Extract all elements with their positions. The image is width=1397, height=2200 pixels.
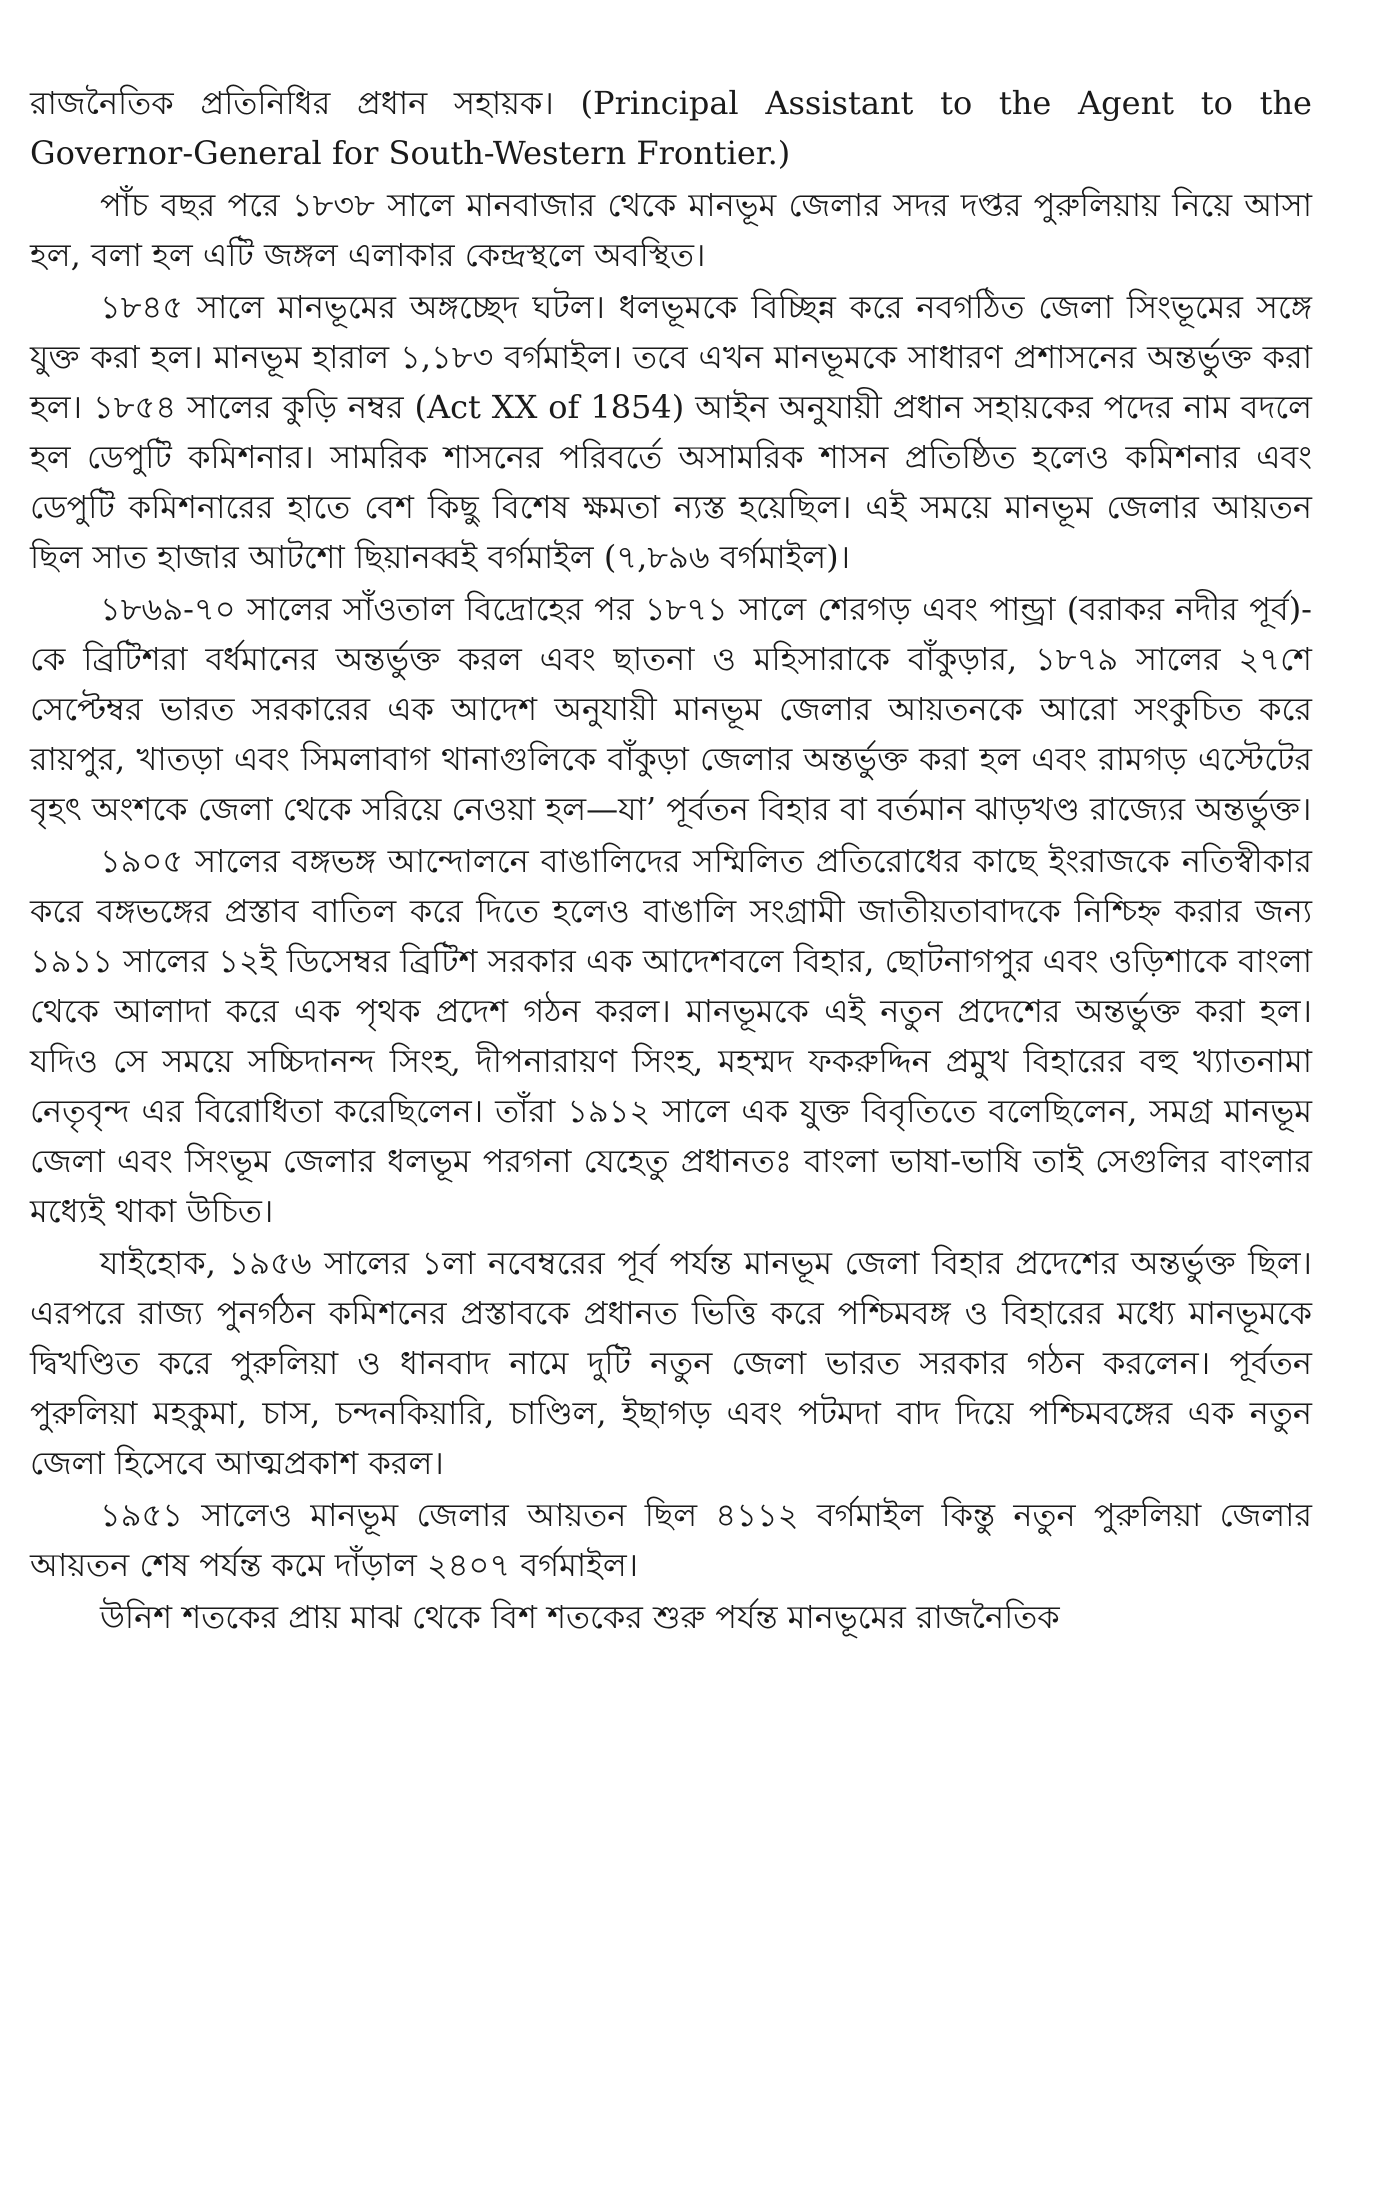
paragraph-6: যাইহোক, ১৯৫৬ সালের ১লা নবেম্বরের পূর্ব পর্যন্ত মানভূম জেলা বিহার প্রদেশের অন্তর্ভুক্ত ছিল। এরপরে রাজ্য পুনর্গঠন কমিশনের প্রস্তাবকে প্রধানত ভিত্তি করে পশ্চিমবঙ্গ ও বিহারের মধ্যে মানভূমকে দ্বিখণ্ডিত করে পুরুলিয়া ও ধানবাদ নামে দুটি নতুন জেলা ভারত সরকার গঠন করলেন। পূর্বতন পুরুলিয়া মহকুমা, চাস, চন্দনকিয়ারি, চাণ্ডিল, ইছাগড় এবং পটমদা বাদ দিয়ে পশ্চিমবঙ্গের এক নতুন জেলা হিসেবে আত্মপ্রকাশ করল। bbox=[30, 1244, 1312, 1482]
paragraph-5: ১৯০৫ সালের বঙ্গভঙ্গ আন্দোলনে বাঙালিদের সম্মিলিত প্রতিরোধের কাছে ইংরাজকে নতিস্বীকার করে বঙ্গভঙ্গের প্রস্তাব বাতিল করে দিতে হলেও বাঙালি সংগ্রামী জাতীয়তাবাদকে নিশ্চিহ্ন করার জন্য ১৯১১ সালের ১২ই ডিসেম্বর ব্রিটিশ সরকার এক আদেশবলে বিহার, ছোটনাগপুর এবং ওড়িশাকে বাংলা থেকে আলাদা করে এক পৃথক প্রদেশ গঠন করল। মানভূমকে এই নতুন প্রদেশের অন্তর্ভুক্ত করা হল। যদিও সে সময়ে সচ্চিদানন্দ সিংহ, দীপনারায়ণ সিংহ, মহম্মদ ফকরুদ্দিন প্রমুখ বিহারের বহু খ্যাতনামা নেতৃবৃন্দ এর বিরোধিতা করেছিলেন। তাঁরা ১৯১২ সালে এক যুক্ত বিবৃতিতে বলেছিলেন, সমগ্র মানভূম জেলা এবং সিংভূম জেলার ধলভূম পরগনা যেহেতু প্রধানতঃ বাংলা ভাষা-ভাষি তাই সেগুলির বাংলার মধ্যেই থাকা উচিত। bbox=[30, 842, 1312, 1230]
paragraph-8: উনিশ শতকের প্রায় মাঝ থেকে বিশ শতকের শুরু পর্যন্ত মানভূমের রাজনৈতিক bbox=[100, 1598, 1060, 1636]
paragraph-2: পাঁচ বছর পরে ১৮৩৮ সালে মানবাজার থেকে মানভূম জেলার সদর দপ্তর পুরুলিয়ায় নিয়ে আসা হল, বলা হল এটি জঙ্গল এলাকার কেন্দ্রস্থলে অবস্থিত। bbox=[30, 186, 1312, 274]
paragraph-1: রাজনৈতিক প্রতিনিধির প্রধান সহায়ক। (Principal Assistant to the Agent to the Governor-General for South-Western Frontier.) bbox=[30, 84, 1312, 172]
paragraph-7: ১৯৫১ সালেও মানভূম জেলার আয়তন ছিল ৪১১২ বর্গমাইল কিন্তু নতুন পুরুলিয়া জেলার আয়তন শেষ পর্যন্ত কমে দাঁড়াল ২৪০৭ বর্গমাইল। bbox=[30, 1496, 1312, 1584]
document-body bbox=[30, 78, 1312, 1644]
paragraph-3: ১৮৪৫ সালে মানভূমের অঙ্গচ্ছেদ ঘটল। ধলভূমকে বিচ্ছিন্ন করে নবগঠিত জেলা সিংভূমের সঙ্গে যুক্ত করা হল। মানভূম হারাল ১,১৮৩ বর্গমাইল। তবে এখন মানভূমকে সাধারণ প্রশাসনের অন্তর্ভুক্ত করা হল। ১৮৫৪ সালের কুড়ি নম্বর (Act XX of 1854) আইন অনুযায়ী প্রধান সহায়কের পদের নাম বদলে হল ডেপুটি কমিশনার। সামরিক শাসনের পরিবর্তে অসামরিক শাসন প্রতিষ্ঠিত হলেও কমিশনার এবং ডেপুটি কমিশনারের হাতে বেশ কিছু বিশেষ ক্ষমতা ন্যস্ত হয়েছিল। এই সময়ে মানভূম জেলার আয়তন ছিল সাত হাজার আটশো ছিয়ানব্বই বর্গমাইল (৭,৮৯৬ বর্গমাইল)। bbox=[30, 288, 1312, 576]
paragraph-4: ১৮৬৯-৭০ সালের সাঁওতাল বিদ্রোহের পর ১৮৭১ সালে শেরগড় এবং পান্ড্রা (বরাকর নদীর পূর্ব)-কে ব্রিটিশরা বর্ধমানের অন্তর্ভুক্ত করল এবং ছাতনা ও মহিসারাকে বাঁকুড়ার, ১৮৭৯ সালের ২৭শে সেপ্টেম্বর ভারত সরকারের এক আদেশ অনুযায়ী মানভূম জেলার আয়তনকে আরো সংকুচিত করে রায়পুর, খাতড়া এবং সিমলাবাগ থানাগুলিকে বাঁকুড়া জেলার অন্তর্ভুক্ত করা হল এবং রামগড় এস্টেটের বৃহৎ অংশকে জেলা থেকে সরিয়ে নেওয়া হল—যা’ পূর্বতন বিহার বা বর্তমান ঝাড়খণ্ড রাজ্যের অন্তর্ভুক্ত। bbox=[30, 590, 1312, 828]
